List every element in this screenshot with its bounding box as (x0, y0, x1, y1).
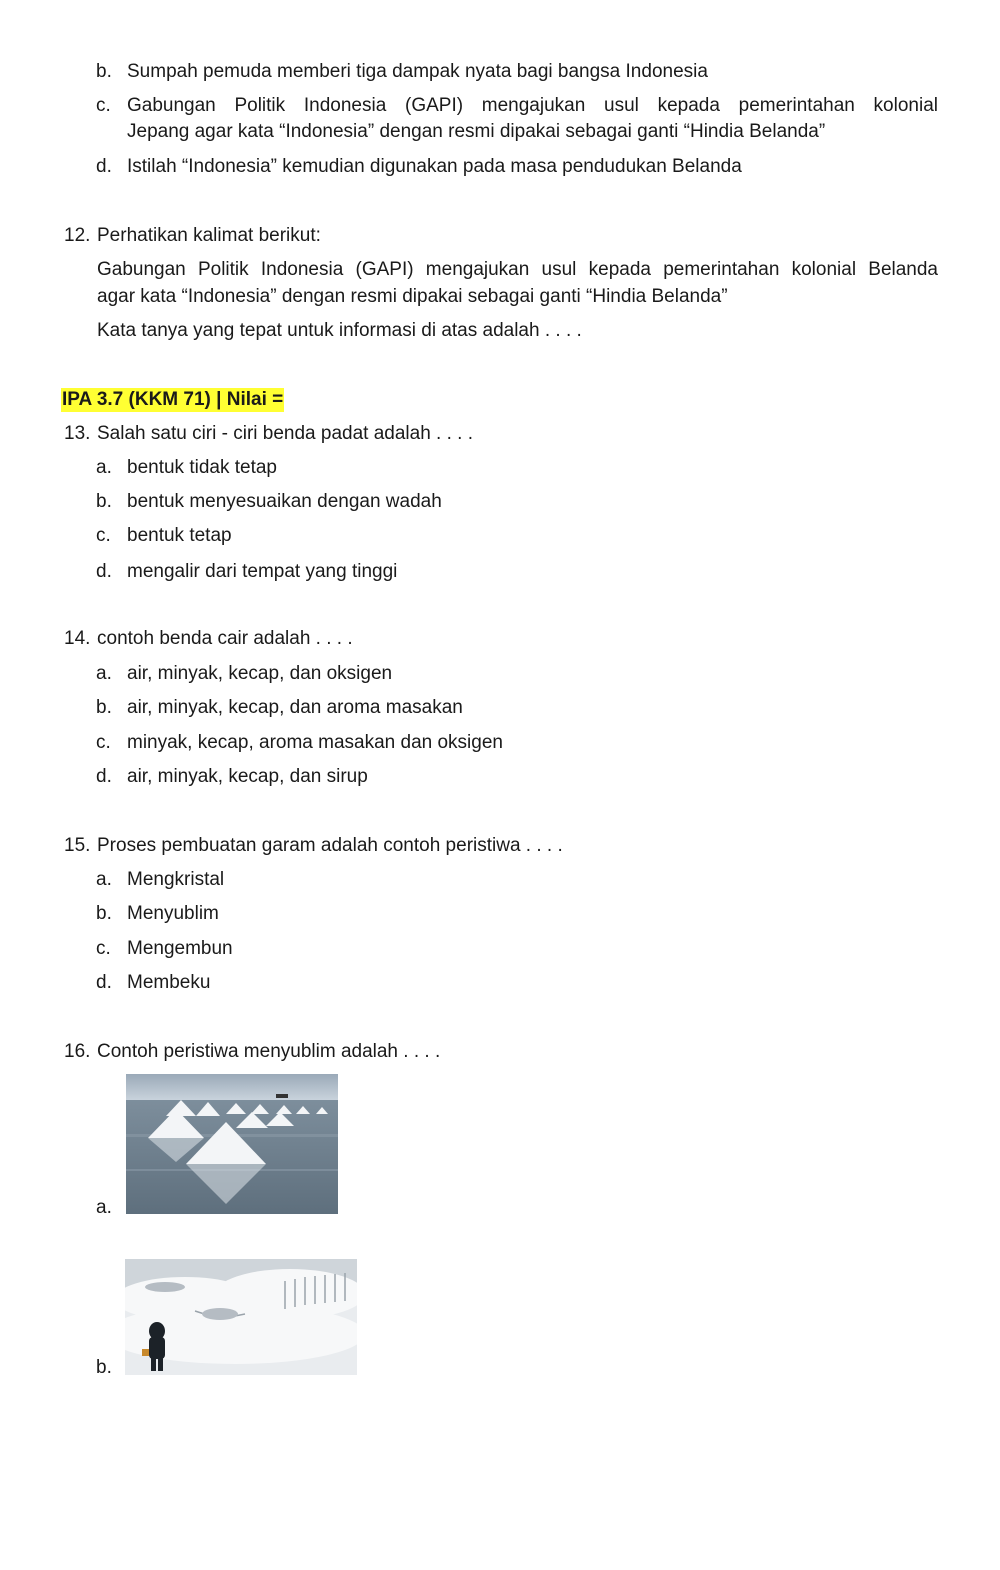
question-prompt: contoh benda cair adalah . . . . (97, 628, 353, 649)
option-text: Membeku (127, 972, 211, 993)
option-text: bentuk tidak tetap (127, 457, 277, 478)
salt-piles-photo (126, 1074, 338, 1214)
question-number: 13. (64, 423, 91, 444)
option-label: b. (96, 491, 112, 512)
option-label: c. (96, 525, 111, 546)
option-label: d. (96, 156, 112, 177)
option-text: Mengkristal (127, 869, 225, 890)
option-text: bentuk tetap (127, 525, 232, 546)
option-label: a. (96, 1197, 112, 1218)
option-label: b. (96, 903, 112, 924)
question-prompt: Contoh peristiwa menyublim adalah . . . . (97, 1041, 441, 1062)
question-quote: agar kata “Indonesia” dengan resmi dipakai sebagai ganti “Hindia Belanda” (97, 286, 728, 307)
option-label: c. (96, 938, 111, 959)
option-label: d. (96, 766, 112, 787)
question-number: 15. (64, 835, 91, 856)
section-heading: IPA 3.7 (KKM 71) | Nilai = (62, 389, 284, 410)
option-text: Mengembun (127, 938, 233, 959)
question-number: 14. (64, 628, 91, 649)
option-text: air, minyak, kecap, dan sirup (127, 766, 368, 787)
option-label: d. (96, 561, 112, 582)
question-instruction: Kata tanya yang tepat untuk informasi di atas adalah . . . . (97, 320, 582, 341)
option-text: air, minyak, kecap, dan aroma masakan (127, 697, 463, 718)
option-text: Istilah “Indonesia” kemudian digunakan pada masa pendudukan Belanda (127, 156, 742, 177)
question-number: 12. (64, 225, 91, 246)
question-prompt: Proses pembuatan garam adalah contoh peristiwa . . . . (97, 835, 563, 856)
option-label: d. (96, 972, 112, 993)
option-label: c. (96, 95, 111, 116)
option-text: mengalir dari tempat yang tinggi (127, 561, 398, 582)
option-label: a. (96, 457, 112, 478)
question-prompt: Perhatikan kalimat berikut: (97, 225, 321, 246)
question-number: 16. (64, 1041, 91, 1062)
option-label: a. (96, 869, 112, 890)
option-text: Gabungan Politik Indonesia (GAPI) mengajukan usul kepada pemerintahan kolonial (127, 95, 938, 116)
snow-scene-photo (125, 1259, 357, 1375)
option-text: Jepang agar kata “Indonesia” dengan resmi dipakai sebagai ganti “Hindia Belanda” (127, 121, 826, 142)
option-text: Menyublim (127, 903, 219, 924)
question-prompt: Salah satu ciri - ciri benda padat adalah . . . . (97, 423, 473, 444)
option-text: Sumpah pemuda memberi tiga dampak nyata bagi bangsa Indonesia (127, 61, 708, 82)
option-label: b. (96, 1357, 112, 1378)
option-text: air, minyak, kecap, dan oksigen (127, 663, 393, 684)
option-label: b. (96, 61, 112, 82)
option-label: b. (96, 697, 112, 718)
option-text: bentuk menyesuaikan dengan wadah (127, 491, 442, 512)
option-label: a. (96, 663, 112, 684)
option-label: c. (96, 732, 111, 753)
question-quote: Gabungan Politik Indonesia (GAPI) mengajukan usul kepada pemerintahan kolonial Belanda (97, 259, 938, 280)
option-text: minyak, kecap, aroma masakan dan oksigen (127, 732, 503, 753)
